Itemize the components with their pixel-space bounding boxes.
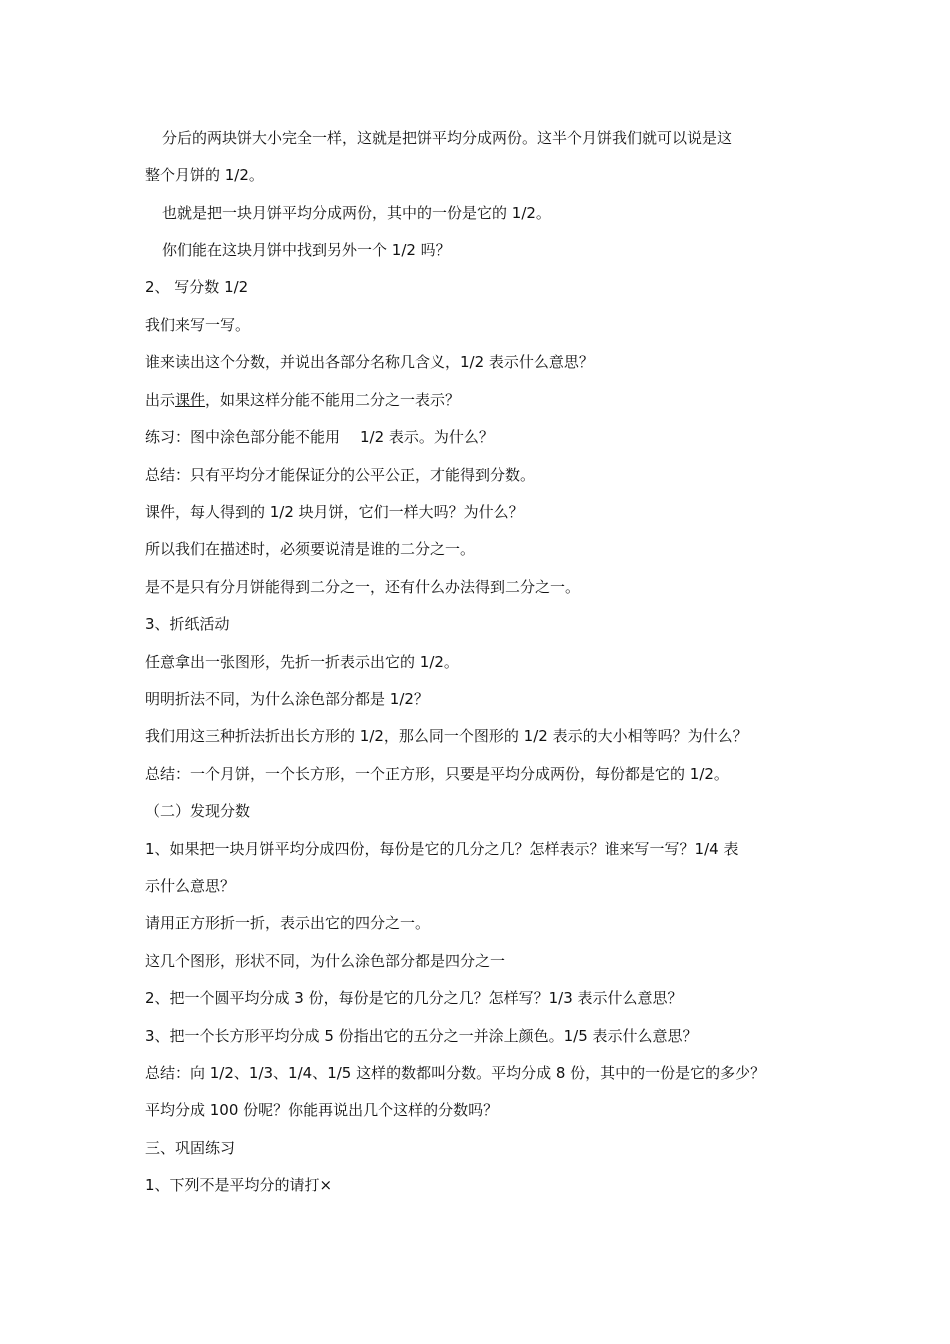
paragraph-line: 总结：向 1/2、1/3、1/4、1/5 这样的数都叫分数。平均分成 8 份，其中的一份是它的多少？ [145, 1064, 766, 1082]
paragraph-line: 平均分成 100 份呢？你能再说出几个这样的分数吗？ [145, 1101, 499, 1119]
paragraph-line: 谁来读出这个分数，并说出各部分名称几含义，1/2 表示什么意思？ [145, 353, 594, 371]
text-segment: 出示 [145, 391, 176, 409]
paragraph-line: 1、下列不是平均分的请打× [145, 1176, 333, 1194]
paragraph-line: 示什么意思？ [145, 877, 236, 895]
underlined-courseware-link[interactable]: 课件 [175, 391, 206, 409]
section-heading: （二）发现分数 [145, 802, 251, 820]
paragraph-line: 明明折法不同，为什么涂色部分都是 1/2？ [145, 690, 429, 708]
paragraph-line [145, 390, 460, 410]
paragraph-line: 任意拿出一张图形，先折一折表示出它的 1/2。 [145, 653, 459, 671]
paragraph-line: 1、如果把一块月饼平均分成四份，每份是它的几分之几？怎样表示？谁来写一写？1/4 表 [145, 840, 739, 858]
paragraph-line: 我们来写一写。 [145, 316, 251, 334]
paragraph-line: 你们能在这块月饼中找到另外一个 1/2 吗？ [162, 241, 451, 259]
paragraph-line: 2、把一个圆平均分成 3 份，每份是它的几分之几？怎样写？1/3 表示什么意思？ [145, 989, 683, 1007]
paragraph-line: 3、把一个长方形平均分成 5 份指出它的五分之一并涂上颜色。1/5 表示什么意思？ [145, 1027, 698, 1045]
paragraph-line: 也就是把一块月饼平均分成两份，其中的一份是它的 1/2。 [162, 204, 551, 222]
paragraph-line: 课件，每人得到的 1/2 块月饼，它们一样大吗？为什么？ [145, 503, 524, 521]
paragraph-line [145, 427, 494, 447]
section-heading: 三、巩固练习 [145, 1139, 236, 1157]
text-segment: ，如果这样分能不能用二分之一表示？ [205, 391, 461, 409]
paragraph-line: 分后的两块饼大小完全一样，这就是把饼平均分成两份。这半个月饼我们就可以说是这 [162, 129, 733, 147]
paragraph-line: 是不是只有分月饼能得到二分之一，还有什么办法得到二分之一。 [145, 578, 581, 596]
paragraph-line: 这几个图形，形状不同，为什么涂色部分都是四分之一 [145, 952, 506, 970]
text-segment: 练习：图中涂色部分能不能用 [145, 428, 341, 446]
section-heading: 2、 写分数 1/2 [145, 278, 249, 296]
paragraph-line: 总结：只有平均分才能保证分的公平公正，才能得到分数。 [145, 466, 536, 484]
paragraph-line: 请用正方形折一折，表示出它的四分之一。 [145, 914, 431, 932]
paragraph-line: 整个月饼的 1/2。 [145, 166, 264, 184]
text-segment: 1/2 表示。为什么？ [360, 428, 494, 446]
paragraph-line: 我们用这三种折法折出长方形的 1/2，那么同一个图形的 1/2 表示的大小相等吗？为什么？ [145, 727, 748, 745]
section-heading: 3、折纸活动 [145, 615, 230, 633]
paragraph-line: 总结：一个月饼，一个长方形，一个正方形，只要是平均分成两份，每份都是它的 1/2。 [145, 765, 729, 783]
paragraph-line: 所以我们在描述时，必须要说清是谁的二分之一。 [145, 540, 476, 558]
